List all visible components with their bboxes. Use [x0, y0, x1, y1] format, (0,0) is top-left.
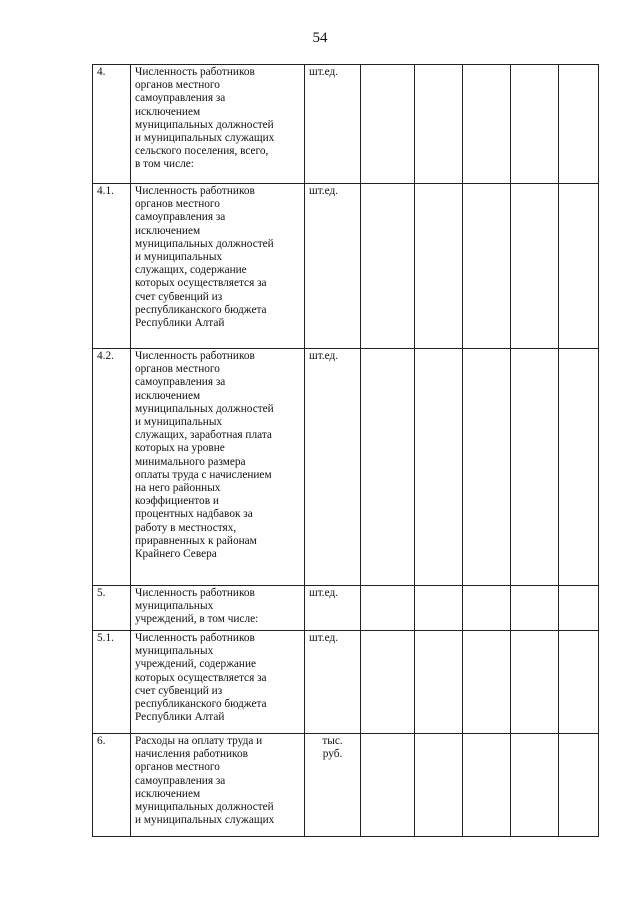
unit-cell: шт.ед. [305, 349, 361, 586]
indicator-name [131, 184, 305, 349]
value-cell [559, 349, 599, 586]
indicator-name [131, 586, 305, 631]
indicator-name [131, 631, 305, 734]
value-cell [361, 586, 415, 631]
unit-cell: шт.ед. [305, 631, 361, 734]
value-cell [511, 65, 559, 184]
row-number: 4. [93, 65, 131, 184]
value-cell [463, 586, 511, 631]
indicator-name-text: Численность работников муниципальных учреждений, в том числе: [135, 587, 259, 626]
unit-cell: шт.ед. [305, 65, 361, 184]
row-number: 5.1. [93, 631, 131, 734]
unit-cell [305, 734, 361, 837]
row-number: 5. [93, 586, 131, 631]
value-cell [415, 631, 463, 734]
row-number: 4.1. [93, 184, 131, 349]
value-cell [559, 65, 599, 184]
value-cell [511, 349, 559, 586]
value-cell [511, 734, 559, 837]
indicator-table [92, 64, 599, 837]
value-cell [415, 184, 463, 349]
value-cell [463, 65, 511, 184]
table-row [93, 349, 599, 586]
value-cell [361, 631, 415, 734]
indicator-name [131, 349, 305, 586]
value-cell [511, 586, 559, 631]
indicator-name-text: Численность работников органов местного самоуправления за исключением муниципальных должностей и муниципальных служащих, заработная плата которых на уровне минимального размера оплаты труда с начислением на него районных коэффициентов и процентных надбавок за работу в местностях, приравненных к районам Крайнего Севера [135, 350, 274, 561]
table-row [93, 586, 599, 631]
table-row [93, 734, 599, 837]
value-cell [463, 349, 511, 586]
indicator-name-text: Численность работников органов местного самоуправления за исключением муниципальных должностей и муниципальных служащих, содержание которых осуществляется за счет субвенций из республиканского бюджета Республики Алтай [135, 185, 274, 330]
indicator-name-text: Численность работников органов местного самоуправления за исключением муниципальных должностей и муниципальных служащих сельского поселения, всего, в том числе: [135, 66, 275, 171]
row-number: 4.2. [93, 349, 131, 586]
unit-text: тыс. руб. [322, 735, 343, 761]
table-row [93, 184, 599, 349]
value-cell [559, 631, 599, 734]
value-cell [361, 184, 415, 349]
value-cell [463, 631, 511, 734]
value-cell [415, 349, 463, 586]
table-row [93, 631, 599, 734]
unit-cell: шт.ед. [305, 586, 361, 631]
page-number: 54 [312, 30, 328, 46]
value-cell [559, 184, 599, 349]
value-cell [361, 349, 415, 586]
indicator-name [131, 734, 305, 837]
value-cell [559, 586, 599, 631]
row-number: 6. [93, 734, 131, 837]
value-cell [361, 734, 415, 837]
indicator-name-text: Расходы на оплату труда и начисления работников органов местного самоуправления за исключением муниципальных должностей и муниципальных служащих [135, 735, 275, 827]
value-cell [463, 734, 511, 837]
value-cell [511, 631, 559, 734]
table-row [93, 65, 599, 184]
unit-cell: шт.ед. [305, 184, 361, 349]
indicator-name-text: Численность работников муниципальных учреждений, содержание которых осуществляется за счет субвенций из республиканского бюджета Республики Алтай [135, 632, 267, 724]
value-cell [511, 184, 559, 349]
value-cell [415, 734, 463, 837]
value-cell [559, 734, 599, 837]
value-cell [415, 586, 463, 631]
value-cell [361, 65, 415, 184]
value-cell [415, 65, 463, 184]
value-cell [463, 184, 511, 349]
indicator-name [131, 65, 305, 184]
